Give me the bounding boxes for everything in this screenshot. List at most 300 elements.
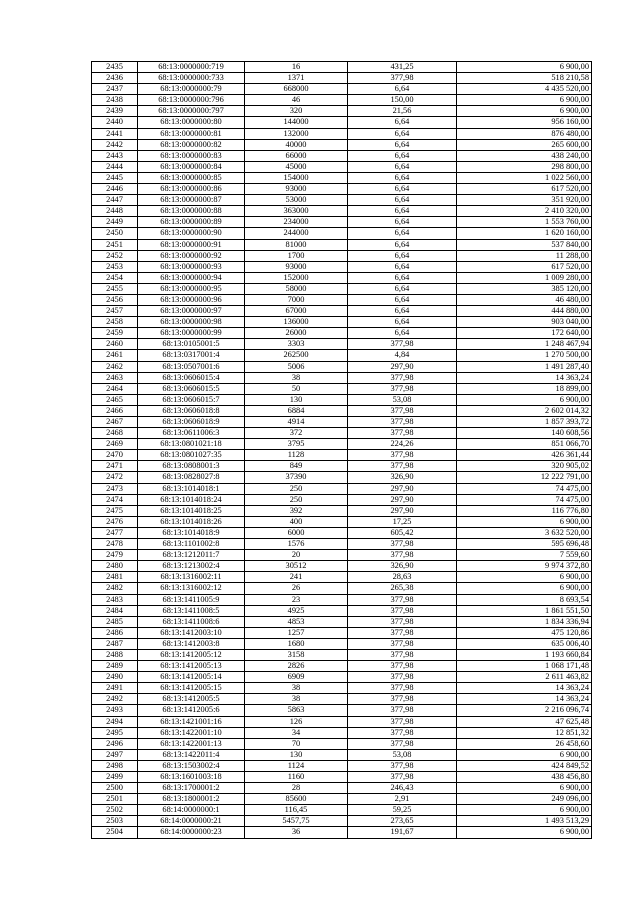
row-number-cell: 2480 — [92, 561, 138, 572]
cadastral-number-cell: 68:13:1412005:13 — [138, 661, 245, 672]
cadastral-number-cell: 68:13:1422001:10 — [138, 727, 245, 738]
cadastral-number-cell: 68:13:0000000:85 — [138, 172, 245, 183]
cadastral-number-cell: 68:13:0606018:9 — [138, 417, 245, 428]
table-row — [92, 206, 592, 217]
table-row — [92, 184, 592, 195]
rate-cell: 377,98 — [348, 594, 457, 605]
area-cell: 234000 — [245, 217, 348, 228]
cadastral-value-cell: 2 602 014,32 — [457, 405, 592, 416]
row-number-cell: 2491 — [92, 683, 138, 694]
area-cell: 26000 — [245, 328, 348, 339]
cadastral-number-cell: 68:13:0000000:89 — [138, 217, 245, 228]
table-row — [92, 428, 592, 439]
rate-cell: 28,63 — [348, 572, 457, 583]
area-cell: 154000 — [245, 172, 348, 183]
area-cell: 136000 — [245, 317, 348, 328]
cadastral-number-cell: 68:13:0000000:79 — [138, 84, 245, 95]
table-row — [92, 472, 592, 483]
cadastral-number-cell: 68:13:1412005:14 — [138, 672, 245, 683]
area-cell: 130 — [245, 394, 348, 405]
cadastral-number-cell: 68:13:0801027:35 — [138, 450, 245, 461]
table-row — [92, 73, 592, 84]
rate-cell: 6,64 — [348, 239, 457, 250]
row-number-cell: 2449 — [92, 217, 138, 228]
rate-cell: 377,98 — [348, 73, 457, 84]
table-row — [92, 572, 592, 583]
rate-cell: 6,64 — [348, 294, 457, 305]
cadastral-value-cell: 140 608,56 — [457, 428, 592, 439]
table-row — [92, 317, 592, 328]
rate-cell: 377,98 — [348, 550, 457, 561]
table-row — [92, 461, 592, 472]
table-row — [92, 62, 592, 73]
table-row — [92, 383, 592, 394]
table-row — [92, 727, 592, 738]
cadastral-value-cell: 1 857 393,72 — [457, 417, 592, 428]
cadastral-number-cell: 68:13:0000000:81 — [138, 128, 245, 139]
row-number-cell: 2454 — [92, 272, 138, 283]
cadastral-value-cell: 438 456,80 — [457, 772, 592, 783]
table-row — [92, 128, 592, 139]
row-number-cell: 2466 — [92, 405, 138, 416]
rate-cell: 377,98 — [348, 638, 457, 649]
area-cell: 6884 — [245, 405, 348, 416]
area-cell: 16 — [245, 62, 348, 73]
rate-cell: 431,25 — [348, 62, 457, 73]
row-number-cell: 2464 — [92, 383, 138, 394]
cadastral-number-cell: 68:13:0606015:4 — [138, 372, 245, 383]
area-cell: 85600 — [245, 794, 348, 805]
cadastral-value-cell: 26 458,60 — [457, 738, 592, 749]
rate-cell: 377,98 — [348, 683, 457, 694]
rate-cell: 6,64 — [348, 228, 457, 239]
rate-cell: 377,98 — [348, 372, 457, 383]
row-number-cell: 2476 — [92, 516, 138, 527]
table-row — [92, 339, 592, 350]
cadastral-number-cell: 68:13:0105001:5 — [138, 339, 245, 350]
table-row — [92, 716, 592, 727]
cadastral-number-cell: 68:13:1412003:10 — [138, 627, 245, 638]
cadastral-number-cell: 68:13:1422011:4 — [138, 749, 245, 760]
table-row — [92, 772, 592, 783]
cadastral-number-cell: 68:13:1412005:12 — [138, 649, 245, 660]
cadastral-value-cell: 444 880,00 — [457, 306, 592, 317]
area-cell: 6909 — [245, 672, 348, 683]
rate-cell: 6,64 — [348, 117, 457, 128]
area-cell: 5006 — [245, 361, 348, 372]
cadastral-value-cell: 424 849,52 — [457, 760, 592, 771]
rate-cell: 6,64 — [348, 250, 457, 261]
area-cell: 38 — [245, 694, 348, 705]
table-row — [92, 527, 592, 538]
rate-cell: 377,98 — [348, 428, 457, 439]
cadastral-number-cell: 68:13:0000000:84 — [138, 161, 245, 172]
area-cell: 668000 — [245, 84, 348, 95]
cadastral-number-cell: 68:13:0828027:8 — [138, 472, 245, 483]
cadastral-number-cell: 68:13:0000000:93 — [138, 261, 245, 272]
table-row — [92, 372, 592, 383]
table-row — [92, 649, 592, 660]
area-cell: 6000 — [245, 527, 348, 538]
row-number-cell: 2465 — [92, 394, 138, 405]
row-number-cell: 2463 — [92, 372, 138, 383]
cadastral-value-cell: 1 491 287,40 — [457, 361, 592, 372]
rate-cell: 377,98 — [348, 760, 457, 771]
row-number-cell: 2482 — [92, 583, 138, 594]
cadastral-number-cell: 68:13:0000000:95 — [138, 283, 245, 294]
table-row — [92, 250, 592, 261]
rate-cell: 377,98 — [348, 705, 457, 716]
cadastral-value-cell: 956 160,00 — [457, 117, 592, 128]
area-cell: 70 — [245, 738, 348, 749]
rate-cell: 4,84 — [348, 350, 457, 361]
cadastral-value-cell: 18 899,00 — [457, 383, 592, 394]
cadastral-value-cell: 4 435 520,00 — [457, 84, 592, 95]
rate-cell: 6,64 — [348, 217, 457, 228]
table-row — [92, 328, 592, 339]
row-number-cell: 2497 — [92, 749, 138, 760]
cadastral-number-cell: 68:13:0000000:82 — [138, 139, 245, 150]
cadastral-number-cell: 68:13:1421001:16 — [138, 716, 245, 727]
cadastral-number-cell: 68:13:0000000:97 — [138, 306, 245, 317]
cadastral-value-cell: 851 066,70 — [457, 439, 592, 450]
cadastral-number-cell: 68:13:0000000:94 — [138, 272, 245, 283]
area-cell: 250 — [245, 494, 348, 505]
table-row — [92, 228, 592, 239]
rate-cell: 6,64 — [348, 161, 457, 172]
row-number-cell: 2496 — [92, 738, 138, 749]
cadastral-value-cell: 74 475,00 — [457, 483, 592, 494]
table-row — [92, 816, 592, 827]
land-plot-table — [91, 61, 592, 839]
cadastral-value-cell: 6 900,00 — [457, 783, 592, 794]
cadastral-number-cell: 68:14:0000000:21 — [138, 816, 245, 827]
rate-cell: 6,64 — [348, 283, 457, 294]
table-row — [92, 550, 592, 561]
area-cell: 3303 — [245, 339, 348, 350]
cadastral-number-cell: 68:13:0000000:88 — [138, 206, 245, 217]
rate-cell: 273,65 — [348, 816, 457, 827]
table-row — [92, 394, 592, 405]
cadastral-value-cell: 12 851,32 — [457, 727, 592, 738]
cadastral-number-cell: 68:13:1316002:12 — [138, 583, 245, 594]
cadastral-value-cell: 1 270 500,00 — [457, 350, 592, 361]
cadastral-value-cell: 1 248 467,94 — [457, 339, 592, 350]
rate-cell: 6,64 — [348, 272, 457, 283]
area-cell: 93000 — [245, 261, 348, 272]
cadastral-number-cell: 68:13:1411005:9 — [138, 594, 245, 605]
row-number-cell: 2502 — [92, 805, 138, 816]
table-row — [92, 827, 592, 838]
cadastral-value-cell: 6 900,00 — [457, 827, 592, 838]
row-number-cell: 2435 — [92, 62, 138, 73]
rate-cell: 297,90 — [348, 494, 457, 505]
cadastral-number-cell: 68:13:0000000:87 — [138, 195, 245, 206]
rate-cell: 191,67 — [348, 827, 457, 838]
cadastral-value-cell: 11 288,00 — [457, 250, 592, 261]
cadastral-number-cell: 68:13:1411008:5 — [138, 605, 245, 616]
row-number-cell: 2460 — [92, 339, 138, 350]
area-cell: 262500 — [245, 350, 348, 361]
area-cell: 23 — [245, 594, 348, 605]
cadastral-value-cell: 7 559,60 — [457, 550, 592, 561]
area-cell: 1257 — [245, 627, 348, 638]
table-row — [92, 350, 592, 361]
table-row — [92, 516, 592, 527]
table-row — [92, 117, 592, 128]
rate-cell: 150,00 — [348, 95, 457, 106]
area-cell: 4853 — [245, 616, 348, 627]
rate-cell: 297,90 — [348, 361, 457, 372]
rate-cell: 53,08 — [348, 394, 457, 405]
row-number-cell: 2500 — [92, 783, 138, 794]
cadastral-value-cell: 2 611 463,82 — [457, 672, 592, 683]
cadastral-value-cell: 635 006,40 — [457, 638, 592, 649]
cadastral-number-cell: 68:13:0000000:98 — [138, 317, 245, 328]
area-cell: 132000 — [245, 128, 348, 139]
table-row — [92, 616, 592, 627]
area-cell: 93000 — [245, 184, 348, 195]
cadastral-number-cell: 68:13:1411008:6 — [138, 616, 245, 627]
rate-cell: 59,25 — [348, 805, 457, 816]
table-row — [92, 161, 592, 172]
area-cell: 50 — [245, 383, 348, 394]
table-row — [92, 627, 592, 638]
rate-cell: 377,98 — [348, 672, 457, 683]
row-number-cell: 2483 — [92, 594, 138, 605]
row-number-cell: 2439 — [92, 106, 138, 117]
row-number-cell: 2452 — [92, 250, 138, 261]
cadastral-value-cell: 518 210,58 — [457, 73, 592, 84]
area-cell: 81000 — [245, 239, 348, 250]
table-row — [92, 417, 592, 428]
rate-cell: 377,98 — [348, 661, 457, 672]
area-cell: 66000 — [245, 150, 348, 161]
row-number-cell: 2481 — [92, 572, 138, 583]
row-number-cell: 2456 — [92, 294, 138, 305]
row-number-cell: 2488 — [92, 649, 138, 660]
rate-cell: 377,98 — [348, 461, 457, 472]
row-number-cell: 2487 — [92, 638, 138, 649]
rate-cell: 377,98 — [348, 738, 457, 749]
row-number-cell: 2477 — [92, 527, 138, 538]
row-number-cell: 2503 — [92, 816, 138, 827]
cadastral-value-cell: 595 696,48 — [457, 539, 592, 550]
cadastral-number-cell: 68:13:0000000:733 — [138, 73, 245, 84]
rate-cell: 6,64 — [348, 306, 457, 317]
area-cell: 250 — [245, 483, 348, 494]
cadastral-number-cell: 68:13:0606015:7 — [138, 394, 245, 405]
area-cell: 130 — [245, 749, 348, 760]
cadastral-number-cell: 68:13:1412005:6 — [138, 705, 245, 716]
rate-cell: 6,64 — [348, 317, 457, 328]
row-number-cell: 2441 — [92, 128, 138, 139]
cadastral-value-cell: 2 410 320,00 — [457, 206, 592, 217]
row-number-cell: 2492 — [92, 694, 138, 705]
cadastral-value-cell: 876 480,00 — [457, 128, 592, 139]
area-cell: 116,45 — [245, 805, 348, 816]
table-row — [92, 139, 592, 150]
rate-cell: 6,64 — [348, 261, 457, 272]
table-row — [92, 749, 592, 760]
rate-cell: 377,98 — [348, 405, 457, 416]
area-cell: 1371 — [245, 73, 348, 84]
rate-cell: 377,98 — [348, 716, 457, 727]
cadastral-number-cell: 68:13:0000000:797 — [138, 106, 245, 117]
cadastral-value-cell: 249 096,00 — [457, 794, 592, 805]
table-row — [92, 605, 592, 616]
cadastral-number-cell: 68:13:0606015:5 — [138, 383, 245, 394]
table-row — [92, 439, 592, 450]
row-number-cell: 2472 — [92, 472, 138, 483]
table-row — [92, 694, 592, 705]
table-row — [92, 272, 592, 283]
row-number-cell: 2458 — [92, 317, 138, 328]
cadastral-number-cell: 68:13:1014018:9 — [138, 527, 245, 538]
cadastral-value-cell: 3 632 520,00 — [457, 527, 592, 538]
rate-cell: 377,98 — [348, 627, 457, 638]
area-cell: 26 — [245, 583, 348, 594]
row-number-cell: 2498 — [92, 760, 138, 771]
table-row — [92, 283, 592, 294]
table-row — [92, 805, 592, 816]
cadastral-value-cell: 426 361,44 — [457, 450, 592, 461]
rate-cell: 6,64 — [348, 139, 457, 150]
cadastral-value-cell: 1 620 160,00 — [457, 228, 592, 239]
cadastral-value-cell: 351 920,00 — [457, 195, 592, 206]
row-number-cell: 2494 — [92, 716, 138, 727]
table-row — [92, 239, 592, 250]
cadastral-number-cell: 68:13:0000000:719 — [138, 62, 245, 73]
cadastral-value-cell: 74 475,00 — [457, 494, 592, 505]
table-row — [92, 361, 592, 372]
cadastral-value-cell: 12 222 791,00 — [457, 472, 592, 483]
table-body — [92, 62, 592, 839]
row-number-cell: 2461 — [92, 350, 138, 361]
rate-cell: 377,98 — [348, 649, 457, 660]
cadastral-value-cell: 14 363,24 — [457, 683, 592, 694]
table-row — [92, 172, 592, 183]
row-number-cell: 2453 — [92, 261, 138, 272]
area-cell: 53000 — [245, 195, 348, 206]
area-cell: 20 — [245, 550, 348, 561]
row-number-cell: 2485 — [92, 616, 138, 627]
row-number-cell: 2475 — [92, 505, 138, 516]
rate-cell: 6,64 — [348, 206, 457, 217]
table-row — [92, 672, 592, 683]
cadastral-value-cell: 6 900,00 — [457, 394, 592, 405]
cadastral-value-cell: 320 905,02 — [457, 461, 592, 472]
table-row — [92, 261, 592, 272]
cadastral-number-cell: 68:13:1412005:5 — [138, 694, 245, 705]
cadastral-value-cell: 9 974 372,80 — [457, 561, 592, 572]
rate-cell: 6,64 — [348, 150, 457, 161]
row-number-cell: 2457 — [92, 306, 138, 317]
cadastral-number-cell: 68:13:1800001:2 — [138, 794, 245, 805]
table-row — [92, 195, 592, 206]
rate-cell: 246,43 — [348, 783, 457, 794]
row-number-cell: 2474 — [92, 494, 138, 505]
cadastral-number-cell: 68:13:1503002:4 — [138, 760, 245, 771]
cadastral-number-cell: 68:13:0000000:86 — [138, 184, 245, 195]
area-cell: 4925 — [245, 605, 348, 616]
cadastral-number-cell: 68:13:0000000:80 — [138, 117, 245, 128]
area-cell: 2826 — [245, 661, 348, 672]
row-number-cell: 2446 — [92, 184, 138, 195]
row-number-cell: 2499 — [92, 772, 138, 783]
cadastral-value-cell: 438 240,00 — [457, 150, 592, 161]
row-number-cell: 2469 — [92, 439, 138, 450]
table-row — [92, 483, 592, 494]
row-number-cell: 2462 — [92, 361, 138, 372]
table-row — [92, 705, 592, 716]
table-row — [92, 294, 592, 305]
cadastral-number-cell: 68:14:0000000:1 — [138, 805, 245, 816]
rate-cell: 377,98 — [348, 450, 457, 461]
table-row — [92, 783, 592, 794]
row-number-cell: 2504 — [92, 827, 138, 838]
cadastral-number-cell: 68:13:1101002:8 — [138, 539, 245, 550]
area-cell: 400 — [245, 516, 348, 527]
cadastral-value-cell: 1 022 560,00 — [457, 172, 592, 183]
cadastral-value-cell: 6 900,00 — [457, 95, 592, 106]
cadastral-value-cell: 1 068 171,48 — [457, 661, 592, 672]
row-number-cell: 2501 — [92, 794, 138, 805]
cadastral-number-cell: 68:13:1212011:7 — [138, 550, 245, 561]
cadastral-number-cell: 68:13:1412005:15 — [138, 683, 245, 694]
rate-cell: 377,98 — [348, 417, 457, 428]
row-number-cell: 2468 — [92, 428, 138, 439]
area-cell: 36 — [245, 827, 348, 838]
area-cell: 45000 — [245, 161, 348, 172]
row-number-cell: 2450 — [92, 228, 138, 239]
table-row — [92, 505, 592, 516]
row-number-cell: 2493 — [92, 705, 138, 716]
row-number-cell: 2438 — [92, 95, 138, 106]
area-cell: 1128 — [245, 450, 348, 461]
cadastral-number-cell: 68:13:1014018:25 — [138, 505, 245, 516]
cadastral-value-cell: 8 693,54 — [457, 594, 592, 605]
cadastral-value-cell: 6 900,00 — [457, 572, 592, 583]
cadastral-value-cell: 537 840,00 — [457, 239, 592, 250]
rate-cell: 377,98 — [348, 616, 457, 627]
cadastral-value-cell: 6 900,00 — [457, 62, 592, 73]
cadastral-value-cell: 116 776,80 — [457, 505, 592, 516]
cadastral-value-cell: 6 900,00 — [457, 805, 592, 816]
row-number-cell: 2448 — [92, 206, 138, 217]
table-row — [92, 561, 592, 572]
cadastral-value-cell: 6 900,00 — [457, 516, 592, 527]
cadastral-number-cell: 68:13:0000000:90 — [138, 228, 245, 239]
cadastral-value-cell: 1 861 551,50 — [457, 605, 592, 616]
area-cell: 40000 — [245, 139, 348, 150]
table-row — [92, 217, 592, 228]
row-number-cell: 2478 — [92, 539, 138, 550]
cadastral-number-cell: 68:13:0808001:3 — [138, 461, 245, 472]
area-cell: 38 — [245, 372, 348, 383]
rate-cell: 605,42 — [348, 527, 457, 538]
area-cell: 392 — [245, 505, 348, 516]
row-number-cell: 2437 — [92, 84, 138, 95]
cadastral-number-cell: 68:13:0000000:796 — [138, 95, 245, 106]
cadastral-value-cell: 617 520,00 — [457, 184, 592, 195]
cadastral-value-cell: 617 520,00 — [457, 261, 592, 272]
row-number-cell: 2467 — [92, 417, 138, 428]
row-number-cell: 2473 — [92, 483, 138, 494]
area-cell: 5863 — [245, 705, 348, 716]
cadastral-number-cell: 68:13:0000000:91 — [138, 239, 245, 250]
rate-cell: 265,38 — [348, 583, 457, 594]
